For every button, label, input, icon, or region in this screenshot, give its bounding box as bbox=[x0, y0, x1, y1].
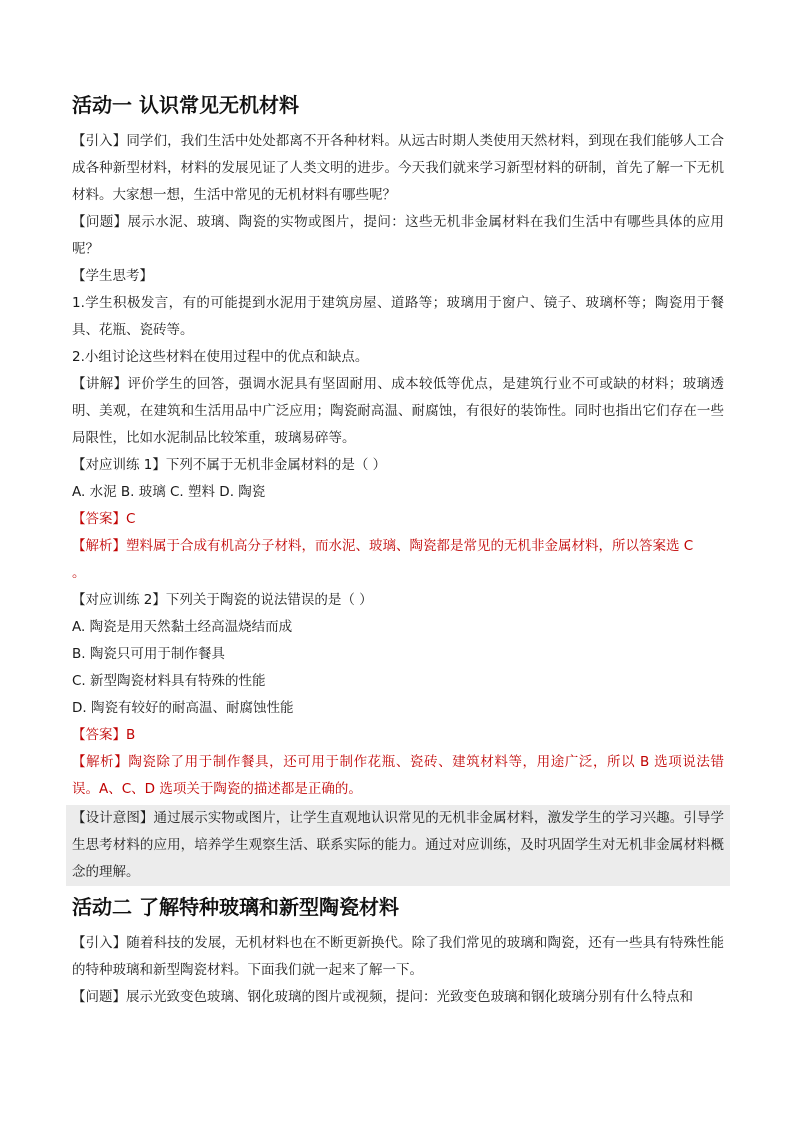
exercise2-analysis: 【解析】陶瓷除了用于制作餐具，还可用于制作花瓶、瓷砖、建筑材料等，用途广泛，所以 B 选项说法错误。A、C、D 选项关于陶瓷的描述都是正确的。 bbox=[72, 754, 724, 797]
exercise1-answer: 【答案】C bbox=[72, 511, 136, 527]
activity1-intro: 【引入】同学们，我们生活中处处都离不开各种材料。从远古时期人类使用天然材料，到现在我们能够人工合成各种新型材料，材料的发展见证了人类文明的进步。今天我们就来学习新型材料的研制，首先了解一下无机材料。大家想一想，生活中常见的无机材料有哪些呢？ bbox=[72, 133, 724, 203]
design-intent: 【设计意图】通过展示实物或图片，让学生直观地认识常见的无机非金属材料，激发学生的学习兴趣。引导学生思考材料的应用，培养学生观察生活、联系实际的能力。通过对应训练，及时巩固学生对无机非金属材料概念的理解。 bbox=[72, 810, 724, 880]
design-intent-block bbox=[66, 805, 730, 886]
exercise1-analysis: 【解析】塑料属于合成有机高分子材料，而水泥、玻璃、陶瓷都是常见的无机非金属材料，所以答案选 C bbox=[72, 538, 694, 554]
student-thinking-label: 【学生思考】 bbox=[72, 268, 153, 284]
activity2-heading: 活动二 了解特种玻璃和新型陶瓷材料 bbox=[72, 895, 399, 919]
document-page bbox=[72, 90, 724, 1011]
exercise2-option-a: A. 陶瓷是用天然黏土经高温烧结而成 bbox=[72, 619, 293, 635]
activity1-heading: 活动一 认识常见无机材料 bbox=[72, 93, 299, 117]
exercise2-option-d: D. 陶瓷有较好的耐高温、耐腐蚀性能 bbox=[72, 700, 294, 716]
activity1-question: 【问题】展示水泥、玻璃、陶瓷的实物或图片，提问：这些无机非金属材料在我们生活中有哪些具体的应用呢？ bbox=[72, 214, 724, 257]
exercise1-analysis-tail: 。 bbox=[72, 565, 86, 581]
activity2-intro: 【引入】随着科技的发展，无机材料也在不断更新换代。除了我们常见的玻璃和陶瓷，还有一些具有特殊性能的特种玻璃和新型陶瓷材料。下面我们就一起来了解一下。 bbox=[72, 935, 724, 978]
thinking-point-1: 1.学生积极发言，有的可能提到水泥用于建筑房屋、道路等；玻璃用于窗户、镜子、玻璃杯等；陶瓷用于餐具、花瓶、瓷砖等。 bbox=[72, 295, 724, 338]
exercise2-question: 【对应训练 2】下列关于陶瓷的说法错误的是（ ） bbox=[72, 592, 373, 608]
exercise1-question: 【对应训练 1】下列不属于无机非金属材料的是（ ） bbox=[72, 457, 387, 473]
thinking-point-2: 2.小组讨论这些材料在使用过程中的优点和缺点。 bbox=[72, 349, 369, 365]
exercise2-option-b: B. 陶瓷只可用于制作餐具 bbox=[72, 646, 225, 662]
exercise2-answer: 【答案】B bbox=[72, 727, 136, 743]
activity2-question: 【问题】展示光致变色玻璃、钢化玻璃的图片或视频，提问：光致变色玻璃和钢化玻璃分别有什么特点和 bbox=[72, 989, 693, 1005]
explanation: 【讲解】评价学生的回答，强调水泥具有坚固耐用、成本较低等优点，是建筑行业不可或缺的材料；玻璃透明、美观，在建筑和生活用品中广泛应用；陶瓷耐高温、耐腐蚀，有很好的装饰性。同时也指出它们存在一些局限性，比如水泥制品比较笨重，玻璃易碎等。 bbox=[72, 376, 724, 446]
exercise2-option-c: C. 新型陶瓷材料具有特殊的性能 bbox=[72, 673, 266, 689]
exercise1-options: A. 水泥 B. 玻璃 C. 塑料 D. 陶瓷 bbox=[72, 484, 266, 500]
